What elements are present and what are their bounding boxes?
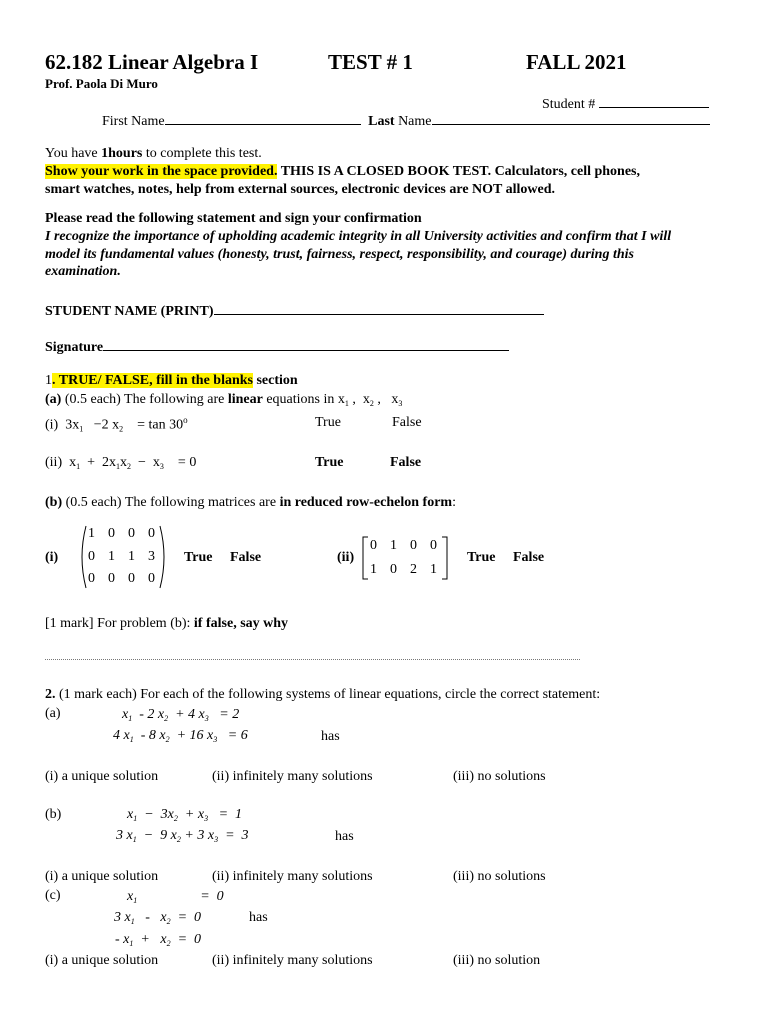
student-name-print-label: STUDENT NAME (PRINT) bbox=[45, 304, 214, 319]
signature-line[interactable] bbox=[103, 338, 509, 351]
last-name-label: Name bbox=[394, 114, 432, 129]
q1a-ii-true[interactable]: True bbox=[315, 455, 344, 470]
matrix-i-cell: 0 bbox=[148, 571, 155, 586]
q1-number: 1 bbox=[45, 373, 52, 388]
q2a-label: (a) bbox=[45, 706, 61, 721]
statement-line-1: I recognize the importance of upholding academic integrity in all University activities and confirm that I will bbox=[45, 229, 672, 244]
q2c-option-none[interactable]: (iii) no solution bbox=[453, 953, 541, 968]
q1b-ii-label: (ii) bbox=[337, 550, 355, 565]
signature-label: Signature bbox=[45, 340, 104, 355]
q1a-label: (a) bbox=[45, 392, 62, 407]
q1b-label: (b) bbox=[45, 495, 63, 510]
q1a-i-true[interactable]: True bbox=[315, 415, 341, 430]
matrix-ii-cell: 0 bbox=[410, 538, 417, 553]
q1b-ii-false[interactable]: False bbox=[513, 550, 545, 565]
q2b-has: has bbox=[335, 829, 354, 844]
q1b-why-bold: if false, say why bbox=[193, 616, 289, 631]
q2a-option-unique[interactable]: (i) a unique solution bbox=[45, 769, 159, 784]
matrix-ii bbox=[360, 535, 450, 581]
q1b-marks: (0.5 each) The following matrices are bbox=[62, 495, 280, 510]
first-name-label: First Name bbox=[102, 114, 165, 129]
matrix-i-cell: 0 bbox=[88, 549, 95, 564]
q1a-ii-equation: (ii) $x_1 + 2x_1x_2 - x_3$ = 0 bbox=[45, 455, 197, 471]
matrix-ii-cell: 2 bbox=[410, 562, 417, 577]
signature-field[interactable] bbox=[45, 338, 509, 355]
test-number: TEST # 1 bbox=[328, 50, 413, 74]
statement-heading: Please read the following statement and sign your confirmation bbox=[45, 211, 422, 226]
matrix-ii-cell: 1 bbox=[390, 538, 397, 553]
q1a-post: equations in x bbox=[262, 392, 345, 407]
student-name-print-field[interactable] bbox=[45, 302, 544, 319]
q1-heading bbox=[45, 374, 298, 388]
rules-line-1 bbox=[45, 165, 640, 179]
matrix-ii-cell: 0 bbox=[370, 538, 377, 553]
q1-title-tail: section bbox=[252, 373, 298, 388]
statement-line-3: examination. bbox=[45, 264, 121, 279]
q2a-equation-1: $x_1 - 2$ $x_2 + 4$ $x_3 = 2$ bbox=[122, 707, 240, 723]
student-number-field[interactable] bbox=[542, 95, 709, 112]
matrix-ii-cell: 0 bbox=[390, 562, 397, 577]
q2-prompt bbox=[45, 688, 600, 702]
q2c-equation-1: $x_1$ = 0 bbox=[127, 889, 224, 905]
time-note-post: to complete this test. bbox=[142, 146, 262, 161]
q2b-option-unique[interactable]: (i) a unique solution bbox=[45, 869, 159, 884]
matrix-i bbox=[78, 524, 168, 590]
q2b-equation-2: 3 $x_1 - 9$ $x_2 + 3$ $x_3 = 3$ bbox=[116, 828, 249, 844]
matrix-ii-cell: 1 bbox=[370, 562, 377, 577]
q1a-ii-rhs: = 0 bbox=[177, 455, 197, 470]
q1-title: . TRUE/ FALSE, fill in the blanks bbox=[52, 373, 253, 388]
show-work-highlight: Show your work in the space provided. bbox=[45, 164, 278, 179]
q1b-bold: in reduced row-echelon form bbox=[279, 495, 453, 510]
term: FALL 2021 bbox=[526, 50, 627, 74]
q2a-has: has bbox=[321, 729, 340, 744]
matrix-i-cell: 1 bbox=[128, 549, 135, 564]
q2c-label: (c) bbox=[45, 888, 61, 903]
q1a-i-false[interactable]: False bbox=[392, 415, 422, 430]
q2b-option-none[interactable]: (iii) no solutions bbox=[453, 869, 546, 884]
q1a-i-label: (i) bbox=[45, 417, 59, 433]
time-note bbox=[45, 147, 262, 161]
name-fields-row bbox=[102, 112, 710, 129]
q2c-option-unique[interactable]: (i) a unique solution bbox=[45, 953, 159, 968]
q2a-option-infinite[interactable]: (ii) infinitely many solutions bbox=[212, 769, 373, 784]
last-name-line[interactable] bbox=[432, 112, 710, 125]
matrix-i-cell: 0 bbox=[128, 526, 135, 541]
q1a-marks: (0.5 each) The following are bbox=[61, 392, 228, 407]
time-note-bold: 1hours bbox=[101, 146, 143, 161]
q1a-i-rhs: = tan 30 bbox=[137, 417, 184, 433]
q2b-label: (b) bbox=[45, 807, 62, 822]
q1b-post: : bbox=[452, 495, 456, 510]
q1b-i-label: (i) bbox=[45, 550, 59, 565]
q1b-i-false[interactable]: False bbox=[230, 550, 262, 565]
q2a-option-none[interactable]: (iii) no solutions bbox=[453, 769, 546, 784]
first-name-line[interactable] bbox=[165, 112, 361, 125]
matrix-i-cell: 1 bbox=[108, 549, 115, 564]
student-number-label: Student # bbox=[542, 97, 596, 112]
q2-intro: (1 mark each) For each of the following systems of linear equations, circle the correct statement: bbox=[55, 687, 601, 702]
matrix-i-cell: 0 bbox=[88, 571, 95, 586]
q1a-prompt: (a) (0.5 each) The following are linear equations in $x_1$ , $x_2$ , $x_3$ bbox=[45, 392, 403, 408]
professor-name: Prof. Paola Di Muro bbox=[45, 76, 158, 91]
matrix-i-cell: 1 bbox=[88, 526, 95, 541]
q2b-option-infinite[interactable]: (ii) infinitely many solutions bbox=[212, 869, 373, 884]
q1a-bold: linear bbox=[227, 392, 263, 407]
q2a-equation-2: 4 $x_1 - 8$ $x_2 + 16$ $x_3 = 6$ bbox=[113, 728, 248, 744]
time-note-pre: You have bbox=[45, 146, 102, 161]
student-number-line[interactable] bbox=[599, 95, 709, 108]
q1a-i-equation: (i) $3x_1 -2$ $x_2$ = tan 30$^o$ bbox=[45, 415, 188, 434]
q1b-ii-true[interactable]: True bbox=[467, 550, 496, 565]
closed-book-text: THIS IS A CLOSED BOOK TEST. Calculators, cell phones, bbox=[277, 164, 641, 179]
q1a-ii-false[interactable]: False bbox=[390, 455, 422, 470]
q2c-equation-2: 3 $x_1 - x_2 = 0$ bbox=[114, 910, 202, 926]
q1b-i-true[interactable]: True bbox=[184, 550, 213, 565]
q2c-option-infinite[interactable]: (ii) infinitely many solutions bbox=[212, 953, 373, 968]
matrix-ii-cell: 0 bbox=[430, 538, 437, 553]
matrix-i-cell: 0 bbox=[108, 526, 115, 541]
q1b-why-prompt bbox=[45, 617, 288, 631]
course-title: 62.182 Linear Algebra I bbox=[45, 50, 259, 74]
matrix-i-cell: 0 bbox=[128, 571, 135, 586]
rules-line-2: smart watches, notes, help from external sources, electronic devices are NOT allowed. bbox=[45, 182, 556, 197]
answer-dotted-line[interactable] bbox=[45, 659, 580, 660]
student-name-print-line[interactable] bbox=[214, 302, 544, 315]
q1b-prompt bbox=[45, 496, 456, 510]
q1b-why-pre: [1 mark] For problem (b): bbox=[45, 616, 194, 631]
last-name-label-bold: Last bbox=[368, 114, 395, 129]
q2-number: 2. bbox=[45, 687, 56, 702]
matrix-i-cell: 0 bbox=[148, 526, 155, 541]
matrix-i-cell: 3 bbox=[148, 549, 155, 564]
q2c-equation-3: - $x_1 + x_2 = 0$ bbox=[115, 932, 202, 948]
matrix-ii-cell: 1 bbox=[430, 562, 437, 577]
matrix-i-cell: 0 bbox=[108, 571, 115, 586]
q2c-has: has bbox=[249, 910, 268, 925]
q1a-ii-label: (ii) bbox=[45, 455, 63, 470]
statement-line-2: model its fundamental values (honesty, trust, fairness, respect, responsibility, and courage) during this bbox=[45, 247, 634, 262]
q2b-equation-1: $x_1 - 3x_2 + x_3 = 1$ bbox=[127, 807, 243, 823]
